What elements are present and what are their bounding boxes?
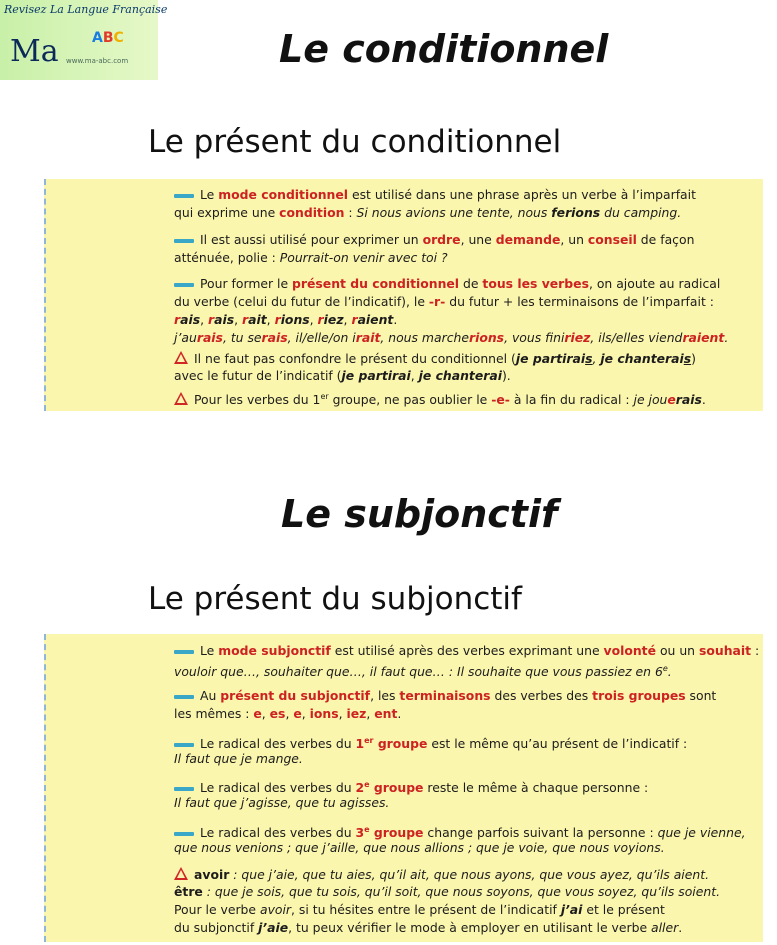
section1-subtitle: Le présent du conditionnel: [148, 124, 562, 160]
subj-line-5: Le radical des verbes du 1er groupe est le même qu’au présent de l’indicatif :: [174, 733, 687, 752]
subj-line-9: Le radical des verbes du 3e groupe change parfois suivant la personne : que je vienne,: [174, 822, 746, 841]
logo-tagline: Revisez La Langue Française: [4, 3, 168, 16]
logo-url: www.ma-abc.com: [66, 57, 129, 65]
warning-icon: [174, 392, 188, 405]
bullet-dash-icon: [174, 695, 194, 699]
subj-line-12: être : que je sois, que tu sois, qu’il soit, que nous soyons, que vous soyez, qu’ils soient.: [174, 884, 721, 899]
cond-line-11: Pour les verbes du 1er groupe, ne pas oublier le -e- à la fin du radical : je jouerais.: [174, 389, 706, 408]
cond-line-7: rais, rais, rait, rions, riez, raient.: [174, 312, 398, 327]
subj-line-2: vouloir que…, souhaiter que…, il faut que… : Il souhaite que vous passiez en 6e.: [174, 664, 672, 680]
bullet-dash-icon: [174, 650, 194, 654]
cond-line-8: j’aurais, tu serais, il/elle/on irait, nous marcherions, vous finiriez, ils/elles viendraient.: [174, 330, 729, 345]
warning-icon: [174, 867, 188, 880]
subj-line-7: Le radical des verbes du 2e groupe reste le même à chaque personne :: [174, 777, 648, 796]
bullet-dash-icon: [174, 194, 194, 198]
subj-line-10: que nous venions ; que j’aille, que nous allions ; que je voie, que nous voyions.: [174, 840, 665, 855]
cond-line-3: Il est aussi utilisé pour exprimer un ordre, une demande, un conseil de façon: [174, 232, 694, 248]
cond-line-4: atténuée, polie : Pourrait-on venir avec toi ?: [174, 250, 448, 265]
section2-title: Le subjonctif: [281, 492, 558, 536]
warning-icon: [174, 351, 188, 364]
subj-line-3: Au présent du subjonctif, les terminaisons des verbes des trois groupes sont: [174, 688, 716, 704]
bullet-dash-icon: [174, 832, 194, 836]
subj-line-11: avoir : que j’aie, que tu aies, qu’il ait, que nous ayons, que vous ayez, qu’ils aient.: [174, 866, 709, 883]
subj-line-13: Pour le verbe avoir, si tu hésites entre le présent de l’indicatif j’ai et le présent: [174, 902, 665, 917]
subj-line-14: du subjonctif j’aie, tu peux vérifier le mode à employer en utilisant le verbe aller.: [174, 920, 683, 935]
logo-abc: ABC: [92, 30, 124, 46]
cond-line-10: avec le futur de l’indicatif (je partirai, je chanterai).: [174, 368, 511, 383]
section2-subtitle: Le présent du subjonctif: [148, 581, 522, 617]
section1-title: Le conditionnel: [279, 27, 609, 71]
subj-line-1: Le mode subjonctif est utilisé après des verbes exprimant une volonté ou un souhait :: [174, 643, 759, 659]
logo-ma: Ma: [10, 34, 59, 69]
bullet-dash-icon: [174, 743, 194, 747]
bullet-dash-icon: [174, 787, 194, 791]
subj-line-8: Il faut que j’agisse, que tu agisses.: [174, 795, 390, 810]
cond-line-1: Le mode conditionnel est utilisé dans une phrase après un verbe à l’imparfait: [174, 187, 696, 203]
site-logo: [0, 0, 168, 80]
bullet-dash-icon: [174, 239, 194, 243]
bullet-dash-icon: [174, 283, 194, 287]
cond-line-2: qui exprime une condition : Si nous avions une tente, nous ferions du camping.: [174, 205, 682, 220]
subj-line-4: les mêmes : e, es, e, ions, iez, ent.: [174, 706, 402, 721]
cond-line-5: Pour former le présent du conditionnel de tous les verbes, on ajoute au radical: [174, 276, 720, 292]
cond-line-9: Il ne faut pas confondre le présent du conditionnel (je partirais, je chanterais): [174, 350, 696, 367]
subj-line-6: Il faut que je mange.: [174, 751, 303, 766]
cond-line-6: du verbe (celui du futur de l’indicatif), le -r- du futur + les terminaisons de l’imparfait :: [174, 294, 714, 309]
